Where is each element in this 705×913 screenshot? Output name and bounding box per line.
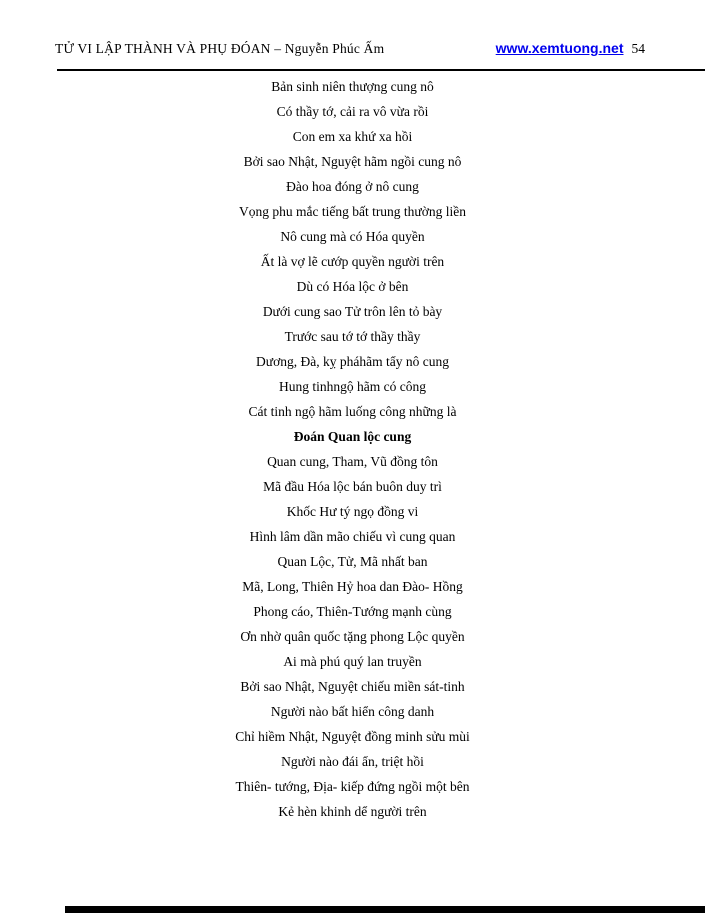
poem-line: Phong cáo, Thiên-Tướng mạnh cùng bbox=[253, 604, 452, 619]
poem-line: Ai mà phú quý lan truyền bbox=[283, 654, 422, 669]
poem-line: Trước sau tớ tớ thầy thầy bbox=[284, 329, 421, 344]
header-title: TỬ VI LẬP THÀNH VÀ PHỤ ĐÓAN – Nguyễn Phúc Ấm bbox=[55, 41, 385, 56]
poem-line: Người nào đái ẩn, triệt hồi bbox=[281, 754, 424, 769]
poem-line: Dưới cung sao Tử trôn lên tỏ bày bbox=[262, 304, 443, 319]
poem-line: Con em xa khứ xa hồi bbox=[292, 129, 413, 144]
page-header bbox=[55, 40, 645, 57]
poem-line: Bởi sao Nhật, Nguyệt chiếu miền sát-tinh bbox=[240, 679, 465, 694]
page-number: 54 bbox=[631, 41, 645, 56]
poem-line: Chỉ hiềm Nhật, Nguyệt đồng minh sửu mùi bbox=[235, 729, 470, 744]
poem-body bbox=[0, 74, 705, 824]
poem-line: Quan cung, Tham, Vũ đồng tôn bbox=[267, 454, 438, 469]
section-heading: Đoán Quan lộc cung bbox=[293, 429, 412, 444]
poem-line: Dù có Hóa lộc ở bên bbox=[296, 279, 409, 294]
website-link[interactable]: www.xemtuong.net bbox=[495, 40, 624, 56]
header-right-group bbox=[496, 40, 645, 57]
poem-line: Ất là vợ lẽ cướp quyền người trên bbox=[260, 254, 445, 269]
poem-line: Cát tinh ngộ hãm luống công những là bbox=[248, 404, 457, 419]
poem-line: Bởi sao Nhật, Nguyệt hãm ngồi cung nô bbox=[243, 154, 462, 169]
footer-bar bbox=[65, 906, 705, 913]
poem-line: Người nào bất hiển công danh bbox=[270, 704, 435, 719]
poem-line: Khốc Hư tý ngọ đồng vi bbox=[286, 504, 419, 519]
poem-line: Đào hoa đóng ở nô cung bbox=[286, 179, 419, 194]
poem-line: Mã, Long, Thiên Hỷ hoa dan Đào- Hồng bbox=[242, 579, 463, 594]
poem-line: Hình lâm dần mão chiếu vì cung quan bbox=[249, 529, 456, 544]
poem-line: Nô cung mà có Hóa quyền bbox=[280, 229, 425, 244]
poem-line: Quan Lộc, Tử, Mã nhất ban bbox=[277, 554, 428, 569]
poem-line: Vọng phu mắc tiếng bất trung thường liền bbox=[238, 204, 467, 219]
poem-line: Thiên- tướng, Địa- kiếp đứng ngồi một bên bbox=[235, 779, 470, 794]
header-divider bbox=[57, 69, 705, 71]
poem-line: Bản sinh niên thượng cung nô bbox=[271, 79, 434, 94]
poem-line: Mã đầu Hóa lộc bán buôn duy trì bbox=[263, 479, 442, 494]
poem-line: Hung tinhngộ hãm có công bbox=[279, 379, 426, 394]
poem-line: Có thầy tớ, cải ra vô vừa rồi bbox=[276, 104, 429, 119]
poem-line: Kẻ hèn khinh dể người trên bbox=[278, 804, 427, 819]
poem-line: Ơn nhờ quân quốc tặng phong Lộc quyền bbox=[240, 629, 465, 644]
poem-line: Dương, Đà, kỵ pháhãm tẩy nô cung bbox=[256, 354, 449, 369]
